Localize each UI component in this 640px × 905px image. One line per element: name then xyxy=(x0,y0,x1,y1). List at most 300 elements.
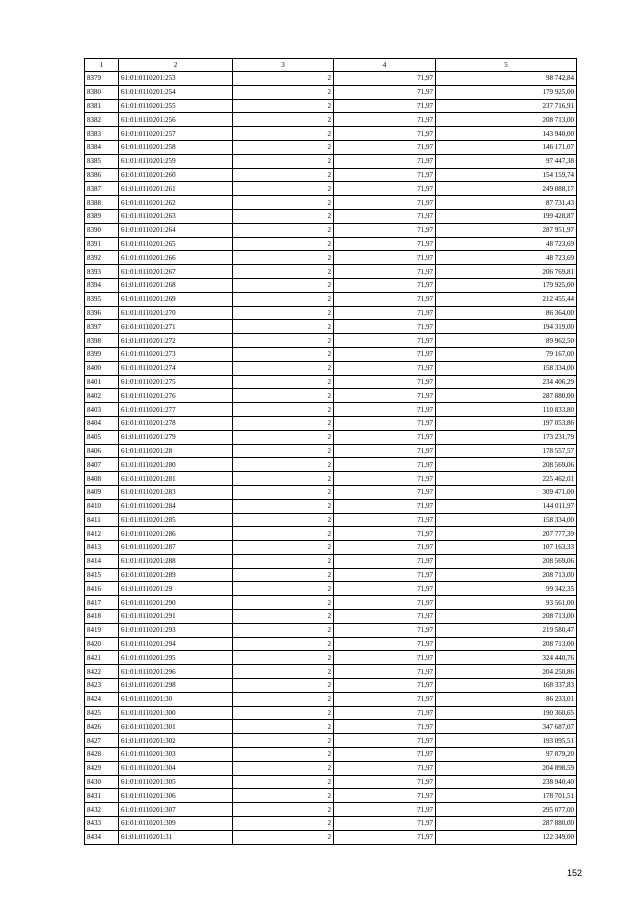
rate-cell: 71,97 xyxy=(334,734,436,748)
cadastral-number-cell: 61:01:0110201:274 xyxy=(119,361,233,375)
row-number-cell: 8430 xyxy=(85,775,119,789)
table-row xyxy=(85,389,577,403)
cadastral-number-cell: 61:01:0110201:259 xyxy=(119,154,233,168)
table-row xyxy=(85,582,577,596)
rate-cell: 71,97 xyxy=(334,830,436,844)
cadastral-number-cell: 61:01:0110201:266 xyxy=(119,251,233,265)
group-cell: 2 xyxy=(233,527,334,541)
value-cell: 234 406,29 xyxy=(436,375,577,389)
table-row xyxy=(85,430,577,444)
rate-cell: 71,97 xyxy=(334,692,436,706)
cadastral-number-cell: 61:01:0110201:261 xyxy=(119,182,233,196)
group-cell: 2 xyxy=(233,361,334,375)
group-cell: 2 xyxy=(233,720,334,734)
row-number-cell: 8421 xyxy=(85,651,119,665)
header-cell-2: 2 xyxy=(119,59,233,72)
value-cell: 287 880,00 xyxy=(436,389,577,403)
value-cell: 179 925,00 xyxy=(436,278,577,292)
table-row xyxy=(85,72,577,86)
group-cell: 2 xyxy=(233,706,334,720)
rate-cell: 71,97 xyxy=(334,499,436,513)
rate-cell: 71,97 xyxy=(334,458,436,472)
value-cell: 197 053,86 xyxy=(436,416,577,430)
header-cell-5: 5 xyxy=(436,59,577,72)
cadastral-number-cell: 61:01:0110201:295 xyxy=(119,651,233,665)
table-row xyxy=(85,223,577,237)
value-cell: 178 557,57 xyxy=(436,444,577,458)
group-cell: 2 xyxy=(233,610,334,624)
cadastral-number-cell: 61:01:0110201:307 xyxy=(119,803,233,817)
table-row xyxy=(85,168,577,182)
data-table xyxy=(84,58,577,845)
value-cell: 190 360,65 xyxy=(436,706,577,720)
value-cell: 87 731,43 xyxy=(436,196,577,210)
group-cell: 2 xyxy=(233,251,334,265)
table-row xyxy=(85,554,577,568)
table-row xyxy=(85,789,577,803)
row-number-cell: 8380 xyxy=(85,85,119,99)
cadastral-number-cell: 61:01:0110201:31 xyxy=(119,830,233,844)
group-cell: 2 xyxy=(233,389,334,403)
rate-cell: 71,97 xyxy=(334,182,436,196)
rate-cell: 71,97 xyxy=(334,154,436,168)
row-number-cell: 8431 xyxy=(85,789,119,803)
row-number-cell: 8432 xyxy=(85,803,119,817)
value-cell: 143 940,00 xyxy=(436,127,577,141)
rate-cell: 71,97 xyxy=(334,85,436,99)
cadastral-number-cell: 61:01:0110201:281 xyxy=(119,472,233,486)
table-row xyxy=(85,761,577,775)
group-cell: 2 xyxy=(233,761,334,775)
row-number-cell: 8410 xyxy=(85,499,119,513)
value-cell: 99 342,35 xyxy=(436,582,577,596)
value-cell: 79 167,00 xyxy=(436,347,577,361)
header-cell-4: 4 xyxy=(334,59,436,72)
table-row xyxy=(85,237,577,251)
rate-cell: 71,97 xyxy=(334,803,436,817)
cadastral-number-cell: 61:01:0110201:260 xyxy=(119,168,233,182)
cadastral-number-cell: 61:01:0110201:269 xyxy=(119,292,233,306)
table-row xyxy=(85,458,577,472)
row-number-cell: 8408 xyxy=(85,472,119,486)
row-number-cell: 8422 xyxy=(85,665,119,679)
rate-cell: 71,97 xyxy=(334,623,436,637)
row-number-cell: 8383 xyxy=(85,127,119,141)
rate-cell: 71,97 xyxy=(334,596,436,610)
value-cell: 107 163,33 xyxy=(436,541,577,555)
row-number-cell: 8412 xyxy=(85,527,119,541)
value-cell: 199 428,87 xyxy=(436,209,577,223)
value-cell: 212 455,44 xyxy=(436,292,577,306)
group-cell: 2 xyxy=(233,265,334,279)
rate-cell: 71,97 xyxy=(334,568,436,582)
rate-cell: 71,97 xyxy=(334,251,436,265)
table-row xyxy=(85,665,577,679)
table-row xyxy=(85,403,577,417)
rate-cell: 71,97 xyxy=(334,679,436,693)
cadastral-number-cell: 61:01:0110201:253 xyxy=(119,72,233,86)
value-cell: 295 077,00 xyxy=(436,803,577,817)
row-number-cell: 8398 xyxy=(85,334,119,348)
value-cell: 98 742,84 xyxy=(436,72,577,86)
group-cell: 2 xyxy=(233,472,334,486)
rate-cell: 71,97 xyxy=(334,292,436,306)
table-row xyxy=(85,748,577,762)
value-cell: 86 364,00 xyxy=(436,306,577,320)
row-number-cell: 8427 xyxy=(85,734,119,748)
row-number-cell: 8382 xyxy=(85,113,119,127)
value-cell: 86 233,01 xyxy=(436,692,577,706)
rate-cell: 71,97 xyxy=(334,527,436,541)
value-cell: 122 349,00 xyxy=(436,830,577,844)
value-cell: 93 561,00 xyxy=(436,596,577,610)
row-number-cell: 8396 xyxy=(85,306,119,320)
row-number-cell: 8381 xyxy=(85,99,119,113)
value-cell: 204 250,86 xyxy=(436,665,577,679)
row-number-cell: 8419 xyxy=(85,623,119,637)
table-row xyxy=(85,679,577,693)
table-row xyxy=(85,292,577,306)
table-row xyxy=(85,113,577,127)
group-cell: 2 xyxy=(233,651,334,665)
group-cell: 2 xyxy=(233,568,334,582)
rate-cell: 71,97 xyxy=(334,430,436,444)
table-row xyxy=(85,499,577,513)
row-number-cell: 8411 xyxy=(85,513,119,527)
row-number-cell: 8406 xyxy=(85,444,119,458)
cadastral-number-cell: 61:01:0110201:302 xyxy=(119,734,233,748)
group-cell: 2 xyxy=(233,154,334,168)
group-cell: 2 xyxy=(233,168,334,182)
value-cell: 144 011,97 xyxy=(436,499,577,513)
rate-cell: 71,97 xyxy=(334,637,436,651)
row-number-cell: 8392 xyxy=(85,251,119,265)
row-number-cell: 8387 xyxy=(85,182,119,196)
rate-cell: 71,97 xyxy=(334,817,436,831)
group-cell: 2 xyxy=(233,182,334,196)
cadastral-number-cell: 61:01:0110201:298 xyxy=(119,679,233,693)
row-number-cell: 8433 xyxy=(85,817,119,831)
value-cell: 287 880,00 xyxy=(436,817,577,831)
cadastral-number-cell: 61:01:0110201:257 xyxy=(119,127,233,141)
group-cell: 2 xyxy=(233,140,334,154)
table-row xyxy=(85,265,577,279)
table-row xyxy=(85,182,577,196)
group-cell: 2 xyxy=(233,127,334,141)
group-cell: 2 xyxy=(233,596,334,610)
value-cell: 194 319,00 xyxy=(436,320,577,334)
value-cell: 219 580,47 xyxy=(436,623,577,637)
table-row xyxy=(85,472,577,486)
table-row xyxy=(85,513,577,527)
table-row xyxy=(85,85,577,99)
table-row xyxy=(85,127,577,141)
table-row xyxy=(85,775,577,789)
rate-cell: 71,97 xyxy=(334,334,436,348)
value-cell: 249 088,17 xyxy=(436,182,577,196)
row-number-cell: 8423 xyxy=(85,679,119,693)
cadastral-number-cell: 61:01:0110201:304 xyxy=(119,761,233,775)
row-number-cell: 8405 xyxy=(85,430,119,444)
row-number-cell: 8418 xyxy=(85,610,119,624)
rate-cell: 71,97 xyxy=(334,278,436,292)
row-number-cell: 8388 xyxy=(85,196,119,210)
table-row xyxy=(85,623,577,637)
cadastral-number-cell: 61:01:0110201:275 xyxy=(119,375,233,389)
rate-cell: 71,97 xyxy=(334,761,436,775)
group-cell: 2 xyxy=(233,458,334,472)
rate-cell: 71,97 xyxy=(334,541,436,555)
cadastral-number-cell: 61:01:0110201:273 xyxy=(119,347,233,361)
group-cell: 2 xyxy=(233,623,334,637)
header-cell-1: 1 xyxy=(85,59,119,72)
value-cell: 208 713,00 xyxy=(436,637,577,651)
row-number-cell: 8391 xyxy=(85,237,119,251)
rate-cell: 71,97 xyxy=(334,472,436,486)
row-number-cell: 8384 xyxy=(85,140,119,154)
value-cell: 89 962,50 xyxy=(436,334,577,348)
value-cell: 206 769,81 xyxy=(436,265,577,279)
value-cell: 225 462,01 xyxy=(436,472,577,486)
row-number-cell: 8413 xyxy=(85,541,119,555)
row-number-cell: 8401 xyxy=(85,375,119,389)
table-row xyxy=(85,527,577,541)
table-body xyxy=(85,72,577,845)
rate-cell: 71,97 xyxy=(334,361,436,375)
group-cell: 2 xyxy=(233,513,334,527)
table-row xyxy=(85,99,577,113)
group-cell: 2 xyxy=(233,306,334,320)
cadastral-number-cell: 61:01:0110201:294 xyxy=(119,637,233,651)
group-cell: 2 xyxy=(233,223,334,237)
cadastral-number-cell: 61:01:0110201:271 xyxy=(119,320,233,334)
cadastral-number-cell: 61:01:0110201:296 xyxy=(119,665,233,679)
group-cell: 2 xyxy=(233,775,334,789)
group-cell: 2 xyxy=(233,347,334,361)
cadastral-number-cell: 61:01:0110201:306 xyxy=(119,789,233,803)
cadastral-number-cell: 61:01:0110201:289 xyxy=(119,568,233,582)
rate-cell: 71,97 xyxy=(334,168,436,182)
group-cell: 2 xyxy=(233,430,334,444)
group-cell: 2 xyxy=(233,416,334,430)
cadastral-number-cell: 61:01:0110201:265 xyxy=(119,237,233,251)
rate-cell: 71,97 xyxy=(334,347,436,361)
row-number-cell: 8409 xyxy=(85,485,119,499)
cadastral-number-cell: 61:01:0110201:301 xyxy=(119,720,233,734)
group-cell: 2 xyxy=(233,803,334,817)
group-cell: 2 xyxy=(233,734,334,748)
table-row xyxy=(85,320,577,334)
group-cell: 2 xyxy=(233,237,334,251)
cadastral-number-cell: 61:01:0110201:290 xyxy=(119,596,233,610)
group-cell: 2 xyxy=(233,830,334,844)
rate-cell: 71,97 xyxy=(334,651,436,665)
value-cell: 178 701,51 xyxy=(436,789,577,803)
row-number-cell: 8434 xyxy=(85,830,119,844)
rate-cell: 71,97 xyxy=(334,140,436,154)
group-cell: 2 xyxy=(233,72,334,86)
rate-cell: 71,97 xyxy=(334,306,436,320)
value-cell: 146 171,07 xyxy=(436,140,577,154)
cadastral-number-cell: 61:01:0110201:268 xyxy=(119,278,233,292)
table-row xyxy=(85,610,577,624)
row-number-cell: 8393 xyxy=(85,265,119,279)
table-row xyxy=(85,817,577,831)
cadastral-number-cell: 61:01:0110201:288 xyxy=(119,554,233,568)
cadastral-number-cell: 61:01:0110201:29 xyxy=(119,582,233,596)
value-cell: 237 716,91 xyxy=(436,99,577,113)
cadastral-number-cell: 61:01:0110201:258 xyxy=(119,140,233,154)
rate-cell: 71,97 xyxy=(334,72,436,86)
value-cell: 168 337,83 xyxy=(436,679,577,693)
rate-cell: 71,97 xyxy=(334,99,436,113)
cadastral-number-cell: 61:01:0110201:276 xyxy=(119,389,233,403)
group-cell: 2 xyxy=(233,692,334,706)
row-number-cell: 8386 xyxy=(85,168,119,182)
rate-cell: 71,97 xyxy=(334,320,436,334)
value-cell: 208 569,06 xyxy=(436,554,577,568)
row-number-cell: 8385 xyxy=(85,154,119,168)
value-cell: 309 471,00 xyxy=(436,485,577,499)
row-number-cell: 8424 xyxy=(85,692,119,706)
rate-cell: 71,97 xyxy=(334,444,436,458)
cadastral-number-cell: 61:01:0110201:293 xyxy=(119,623,233,637)
value-cell: 193 095,51 xyxy=(436,734,577,748)
rate-cell: 71,97 xyxy=(334,209,436,223)
group-cell: 2 xyxy=(233,789,334,803)
group-cell: 2 xyxy=(233,113,334,127)
row-number-cell: 8416 xyxy=(85,582,119,596)
group-cell: 2 xyxy=(233,320,334,334)
row-number-cell: 8415 xyxy=(85,568,119,582)
row-number-cell: 8429 xyxy=(85,761,119,775)
page-number: 152 xyxy=(566,868,582,878)
value-cell: 324 440,76 xyxy=(436,651,577,665)
value-cell: 287 951,97 xyxy=(436,223,577,237)
row-number-cell: 8389 xyxy=(85,209,119,223)
cadastral-number-cell: 61:01:0110201:263 xyxy=(119,209,233,223)
value-cell: 208 713,00 xyxy=(436,610,577,624)
table-row xyxy=(85,568,577,582)
rate-cell: 71,97 xyxy=(334,775,436,789)
rate-cell: 71,97 xyxy=(334,113,436,127)
table-row xyxy=(85,278,577,292)
cadastral-number-cell: 61:01:0110201:272 xyxy=(119,334,233,348)
cadastral-number-cell: 61:01:0110201:305 xyxy=(119,775,233,789)
value-cell: 208 713,00 xyxy=(436,568,577,582)
value-cell: 158 334,00 xyxy=(436,513,577,527)
group-cell: 2 xyxy=(233,582,334,596)
row-number-cell: 8379 xyxy=(85,72,119,86)
cadastral-number-cell: 61:01:0110201:270 xyxy=(119,306,233,320)
value-cell: 208 713,00 xyxy=(436,113,577,127)
rate-cell: 71,97 xyxy=(334,265,436,279)
group-cell: 2 xyxy=(233,403,334,417)
table-row xyxy=(85,209,577,223)
group-cell: 2 xyxy=(233,665,334,679)
table-row xyxy=(85,706,577,720)
table-row xyxy=(85,416,577,430)
group-cell: 2 xyxy=(233,196,334,210)
cadastral-number-cell: 61:01:0110201:255 xyxy=(119,99,233,113)
group-cell: 2 xyxy=(233,499,334,513)
cadastral-number-cell: 61:01:0110201:277 xyxy=(119,403,233,417)
table-row xyxy=(85,541,577,555)
row-number-cell: 8399 xyxy=(85,347,119,361)
rate-cell: 71,97 xyxy=(334,389,436,403)
cadastral-number-cell: 61:01:0110201:284 xyxy=(119,499,233,513)
group-cell: 2 xyxy=(233,485,334,499)
row-number-cell: 8417 xyxy=(85,596,119,610)
rate-cell: 71,97 xyxy=(334,665,436,679)
table-row xyxy=(85,334,577,348)
table-row xyxy=(85,830,577,844)
value-cell: 154 159,74 xyxy=(436,168,577,182)
rate-cell: 71,97 xyxy=(334,748,436,762)
cadastral-number-cell: 61:01:0110201:285 xyxy=(119,513,233,527)
table-row xyxy=(85,251,577,265)
value-cell: 158 334,00 xyxy=(436,361,577,375)
value-cell: 207 777,39 xyxy=(436,527,577,541)
value-cell: 208 569,06 xyxy=(436,458,577,472)
cadastral-number-cell: 61:01:0110201:286 xyxy=(119,527,233,541)
row-number-cell: 8402 xyxy=(85,389,119,403)
table-row xyxy=(85,692,577,706)
rate-cell: 71,97 xyxy=(334,223,436,237)
cadastral-number-cell: 61:01:0110201:279 xyxy=(119,430,233,444)
group-cell: 2 xyxy=(233,817,334,831)
group-cell: 2 xyxy=(233,748,334,762)
rate-cell: 71,97 xyxy=(334,237,436,251)
rate-cell: 71,97 xyxy=(334,127,436,141)
row-number-cell: 8390 xyxy=(85,223,119,237)
value-cell: 238 940,40 xyxy=(436,775,577,789)
value-cell: 48 723,69 xyxy=(436,251,577,265)
cadastral-number-cell: 61:01:0110201:30 xyxy=(119,692,233,706)
table-row xyxy=(85,720,577,734)
cadastral-number-cell: 61:01:0110201:303 xyxy=(119,748,233,762)
value-cell: 97 879,20 xyxy=(436,748,577,762)
group-cell: 2 xyxy=(233,334,334,348)
row-number-cell: 8407 xyxy=(85,458,119,472)
group-cell: 2 xyxy=(233,444,334,458)
group-cell: 2 xyxy=(233,637,334,651)
table-row xyxy=(85,140,577,154)
group-cell: 2 xyxy=(233,679,334,693)
table-row xyxy=(85,803,577,817)
rate-cell: 71,97 xyxy=(334,554,436,568)
value-cell: 48 723,69 xyxy=(436,237,577,251)
cadastral-number-cell: 61:01:0110201:254 xyxy=(119,85,233,99)
table-row xyxy=(85,444,577,458)
group-cell: 2 xyxy=(233,554,334,568)
row-number-cell: 8426 xyxy=(85,720,119,734)
value-cell: 179 925,00 xyxy=(436,85,577,99)
rate-cell: 71,97 xyxy=(334,610,436,624)
table-header-row xyxy=(85,59,577,72)
value-cell: 204 898,59 xyxy=(436,761,577,775)
value-cell: 110 833,80 xyxy=(436,403,577,417)
cadastral-number-cell: 61:01:0110201:256 xyxy=(119,113,233,127)
header-cell-3: 3 xyxy=(233,59,334,72)
rate-cell: 71,97 xyxy=(334,485,436,499)
group-cell: 2 xyxy=(233,99,334,113)
table-row xyxy=(85,651,577,665)
cadastral-number-cell: 61:01:0110201:283 xyxy=(119,485,233,499)
rate-cell: 71,97 xyxy=(334,513,436,527)
row-number-cell: 8400 xyxy=(85,361,119,375)
cadastral-number-cell: 61:01:0110201:287 xyxy=(119,541,233,555)
